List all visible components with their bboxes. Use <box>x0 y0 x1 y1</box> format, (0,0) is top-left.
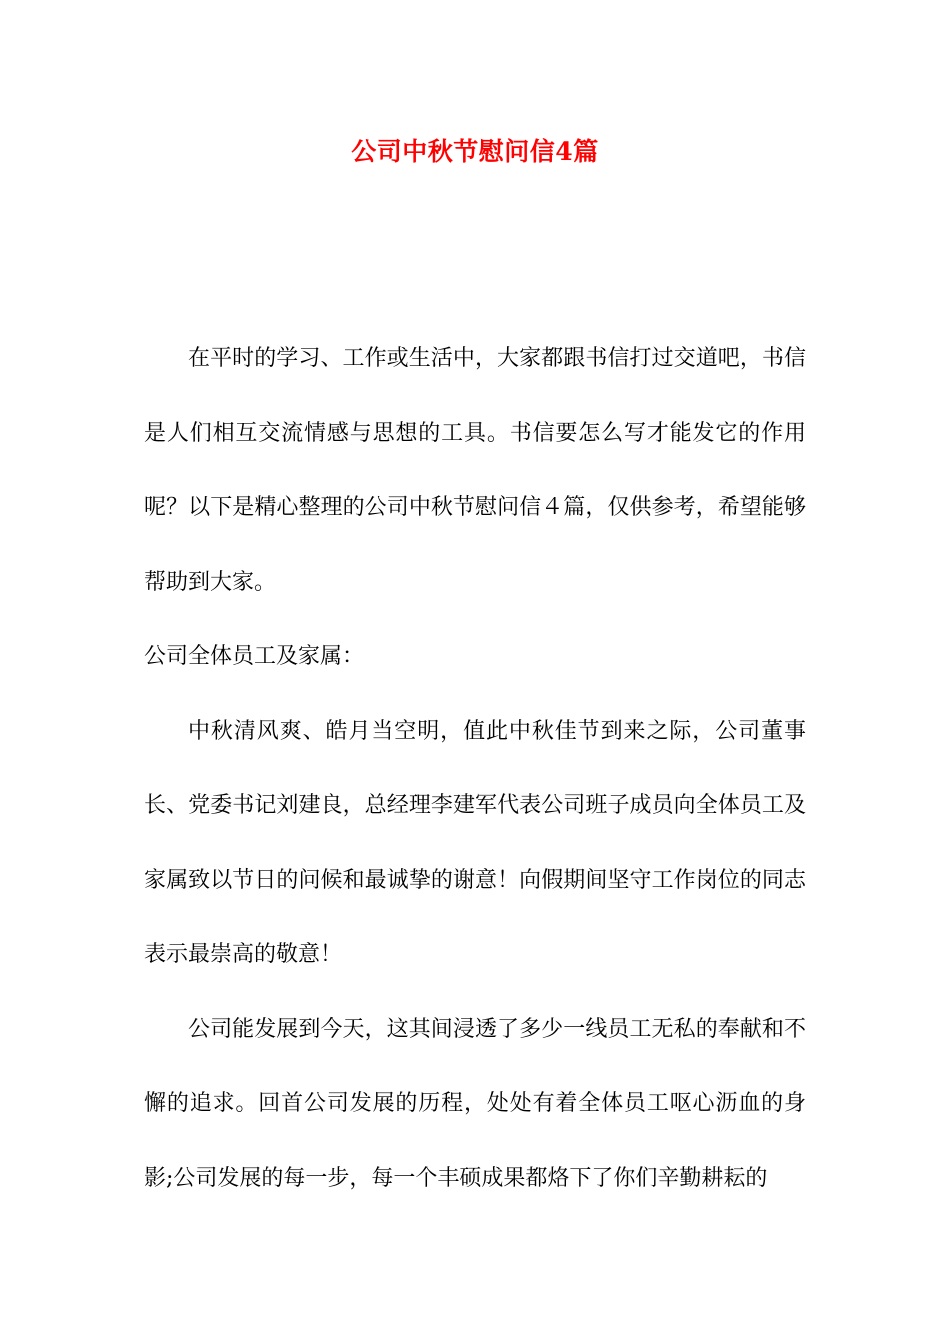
paragraph-development: 公司能发展到今天，这其间浸透了多少一线员工无私的奉献和不懈的追求。回首公司发展的历程，处处有着全体员工呕心沥血的身影;公司发展的每一步，每一个丰硕成果都烙下了你们辛勤耕耘的 <box>144 1016 806 1191</box>
document-body <box>144 322 806 1216</box>
document-title: 公司中秋节慰问信4篇 <box>351 137 599 166</box>
paragraph-salutation: 公司全体员工及家属： <box>144 644 365 669</box>
paragraph-intro: 在平时的学习、工作或生活中，大家都跟书信打过交道吧，书信是人们相互交流情感与思想的工具。书信要怎么写才能发它的作用呢？以下是精心整理的公司中秋节慰问信４篇，仅供参考，希望能够帮助到大家。 <box>144 346 806 595</box>
paragraph-greeting: 中秋清风爽、皓月当空明，值此中秋佳节到来之际，公司董事长、党委书记刘建良，总经理李建军代表公司班子成员向全体员工及家属致以节日的问候和最诚挚的谢意！向假期间坚守工作岗位的同志表示最崇高的敬意！ <box>144 718 806 967</box>
